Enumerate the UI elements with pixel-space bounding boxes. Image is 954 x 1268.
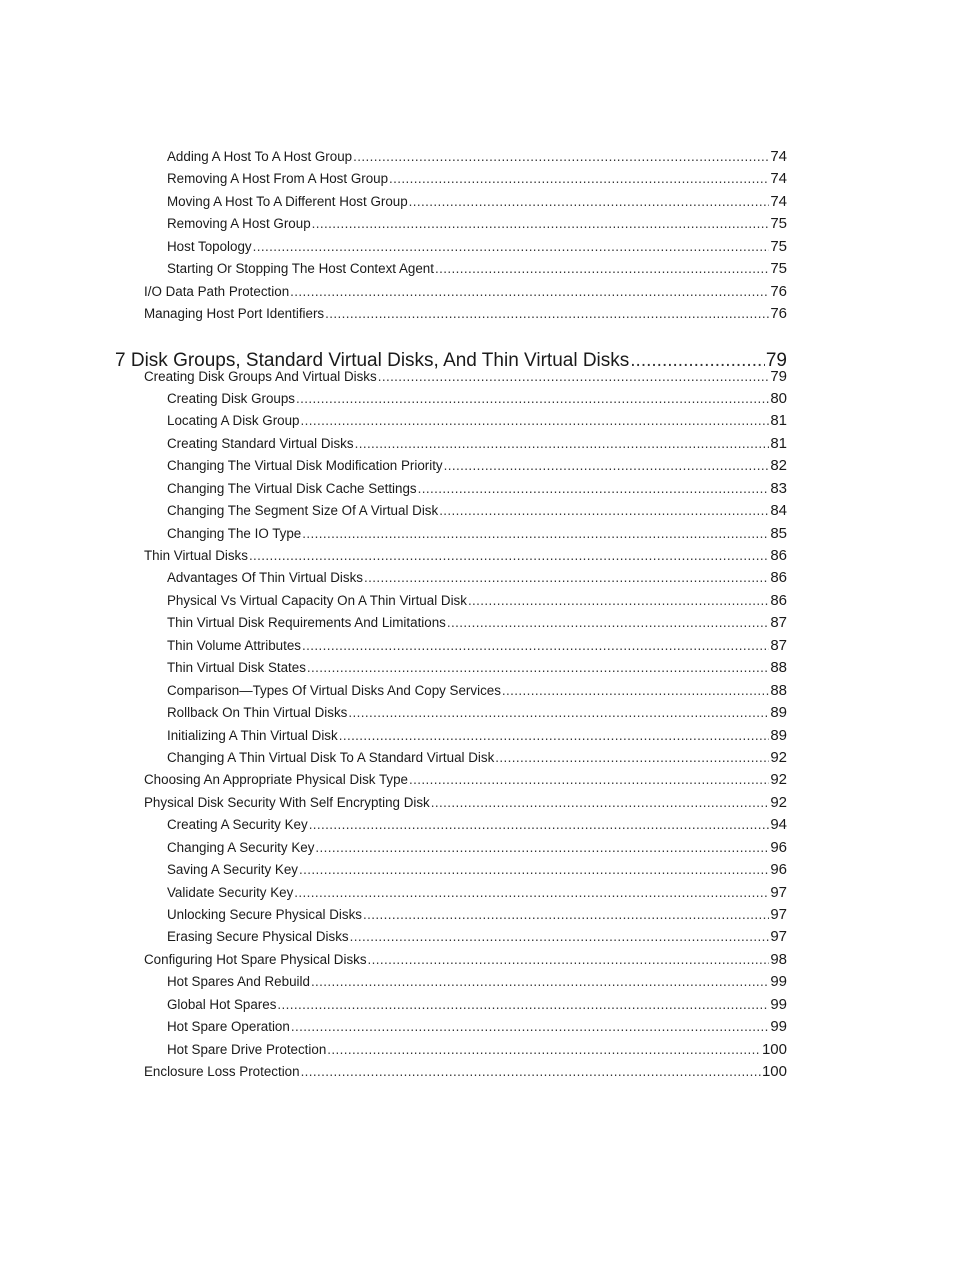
- toc-entry-page-number: 99: [770, 973, 787, 991]
- toc-entry-title: Moving A Host To A Different Host Group: [167, 193, 408, 209]
- dot-leader: [368, 952, 770, 967]
- toc-entry[interactable]: [167, 457, 787, 479]
- toc-entry-title: Enclosure Loss Protection: [144, 1064, 300, 1080]
- dot-leader: [296, 391, 769, 406]
- dot-leader: [355, 436, 770, 451]
- dot-leader: [435, 261, 769, 276]
- dot-leader: [495, 750, 769, 765]
- toc-entry[interactable]: [167, 816, 787, 838]
- toc-entry-title: Hot Spare Drive Protection: [167, 1041, 327, 1057]
- toc-entry-title: Physical Disk Security With Self Encrypting Disk: [144, 794, 430, 810]
- toc-entry-page-number: 88: [770, 681, 787, 699]
- toc-entry-title: Removing A Host Group: [167, 216, 311, 232]
- toc-entry-title: Creating Standard Virtual Disks: [167, 435, 354, 451]
- toc-entry-page-number: 92: [770, 793, 787, 811]
- dot-leader: [468, 593, 769, 608]
- toc-entry[interactable]: [167, 682, 787, 704]
- toc-entry-page-number: 79: [765, 349, 787, 371]
- toc-entry-title: Changing A Thin Virtual Disk To A Standard Virtual Disk: [167, 749, 495, 765]
- dot-leader: [315, 840, 769, 855]
- toc-entry-page-number: 89: [770, 726, 787, 744]
- dot-leader: [307, 660, 769, 675]
- toc-entry-title: Changing The Virtual Disk Modification Priority: [167, 458, 443, 474]
- toc-entry-title: Creating A Security Key: [167, 817, 308, 833]
- toc-entry[interactable]: [167, 238, 787, 260]
- toc-entry-title: Hot Spares And Rebuild: [167, 974, 310, 990]
- toc-entry-page-number: 94: [770, 816, 787, 834]
- toc-entry-page-number: 99: [770, 1018, 787, 1036]
- dot-leader: [311, 974, 769, 989]
- dot-leader: [312, 216, 770, 231]
- toc-entry-title: Thin Virtual Disk Requirements And Limitations: [167, 615, 446, 631]
- dot-leader: [353, 149, 769, 164]
- dot-leader: [350, 929, 770, 944]
- table-of-contents: [0, 148, 954, 1086]
- toc-entry-title: Thin Volume Attributes: [167, 637, 301, 653]
- toc-entry-title: 7 Disk Groups, Standard Virtual Disks, And Thin Virtual Disks: [115, 349, 630, 371]
- dot-leader: [249, 548, 769, 563]
- toc-entry[interactable]: [167, 193, 787, 215]
- toc-entry-title: Creating Disk Groups: [167, 390, 296, 406]
- toc-entry[interactable]: [144, 1063, 787, 1085]
- dot-leader: [389, 171, 769, 186]
- toc-entry-title: Changing A Security Key: [167, 839, 315, 855]
- toc-entry[interactable]: [167, 390, 787, 412]
- dot-leader: [325, 306, 769, 321]
- toc-entry[interactable]: [144, 547, 787, 569]
- toc-entry-page-number: 87: [770, 614, 787, 632]
- toc-entry-title: Unlocking Secure Physical Disks: [167, 907, 362, 922]
- dot-leader: [290, 284, 769, 299]
- toc-entry[interactable]: [167, 480, 787, 502]
- dot-leader: [409, 772, 769, 787]
- toc-entry-page-number: 84: [770, 502, 787, 520]
- toc-entry-title: Choosing An Appropriate Physical Disk Type: [144, 772, 408, 788]
- dot-leader: [431, 795, 770, 810]
- toc-entry[interactable]: [167, 906, 787, 928]
- toc-entry-title: Hot Spare Operation: [167, 1019, 290, 1035]
- dot-leader: [378, 369, 770, 384]
- toc-entry-page-number: 80: [770, 389, 787, 407]
- toc-entry-page-number: 99: [770, 995, 787, 1013]
- toc-entry[interactable]: [167, 1018, 787, 1040]
- dot-leader: [277, 997, 769, 1012]
- dot-leader: [364, 570, 769, 585]
- toc-entry[interactable]: [167, 861, 787, 883]
- toc-entry-page-number: 81: [770, 412, 787, 430]
- dot-leader: [502, 683, 769, 698]
- dot-leader: [294, 885, 769, 900]
- toc-entry[interactable]: [167, 704, 787, 726]
- dot-leader: [299, 862, 769, 877]
- toc-entry[interactable]: [167, 569, 787, 591]
- toc-entry-page-number: 75: [770, 237, 787, 255]
- toc-entry[interactable]: [167, 502, 787, 524]
- dot-leader: [301, 413, 770, 428]
- toc-entry[interactable]: [167, 996, 787, 1018]
- toc-entry-page-number: 92: [770, 771, 787, 789]
- toc-entry-page-number: 76: [770, 305, 787, 323]
- toc-entry-title: Adding A Host To A Host Group: [167, 149, 353, 164]
- toc-entry-page-number: 96: [770, 861, 787, 879]
- toc-entry-page-number: 86: [770, 569, 787, 587]
- toc-entry-page-number: 86: [770, 547, 787, 564]
- dot-leader: [418, 481, 770, 496]
- toc-entry[interactable]: [167, 749, 787, 771]
- toc-entry[interactable]: [167, 884, 787, 906]
- toc-entry-title: Changing The Virtual Disk Cache Settings: [167, 480, 417, 496]
- toc-entry-title: Locating A Disk Group: [167, 413, 300, 429]
- toc-entry[interactable]: [167, 525, 787, 547]
- toc-entry[interactable]: [167, 727, 787, 749]
- toc-entry[interactable]: [167, 928, 787, 950]
- toc-entry[interactable]: [167, 148, 787, 170]
- dot-leader: [363, 907, 769, 922]
- toc-entry-title: Saving A Security Key: [167, 862, 299, 878]
- toc-entry-title: I/O Data Path Protection: [144, 283, 290, 299]
- toc-entry[interactable]: [144, 283, 787, 305]
- toc-entry-page-number: 75: [770, 260, 787, 278]
- toc-entry-page-number: 88: [770, 659, 787, 677]
- dot-leader: [409, 194, 770, 209]
- toc-entry-page-number: 96: [770, 838, 787, 856]
- toc-entry[interactable]: [144, 794, 787, 816]
- toc-entry-title: Global Hot Spares: [167, 996, 277, 1012]
- toc-entry[interactable]: [167, 973, 787, 995]
- toc-entry-page-number: 75: [770, 215, 787, 233]
- dot-leader: [439, 503, 769, 518]
- toc-entry-title: Changing The Segment Size Of A Virtual Disk: [167, 503, 439, 519]
- toc-entry-title: Physical Vs Virtual Capacity On A Thin Virtual Disk: [167, 592, 467, 608]
- toc-entry-page-number: 97: [770, 906, 787, 923]
- toc-entry-page-number: 100: [761, 1040, 787, 1058]
- toc-entry-title: Validate Security Key: [167, 884, 294, 900]
- toc-entry-page-number: 82: [770, 457, 787, 475]
- toc-entry-page-number: 100: [761, 1063, 787, 1081]
- toc-entry-page-number: 97: [770, 883, 787, 901]
- toc-entry[interactable]: [167, 412, 787, 434]
- toc-entry[interactable]: [167, 637, 787, 659]
- dot-leader: [444, 458, 770, 473]
- toc-entry-title: Changing The IO Type: [167, 525, 302, 541]
- toc-entry[interactable]: [167, 614, 787, 636]
- toc-entry[interactable]: [167, 215, 787, 237]
- toc-entry[interactable]: [144, 951, 787, 973]
- toc-entry-page-number: 74: [770, 192, 787, 210]
- toc-entry-page-number: 97: [770, 928, 787, 946]
- toc-entry-title: Erasing Secure Physical Disks: [167, 929, 349, 945]
- toc-entry[interactable]: [167, 839, 787, 861]
- dot-leader: [302, 638, 769, 653]
- toc-entry-title: Host Topology: [167, 238, 252, 254]
- dot-leader: [302, 526, 769, 541]
- toc-entry[interactable]: [144, 305, 787, 327]
- toc-entry-title: Initializing A Thin Virtual Disk: [167, 727, 338, 743]
- dot-leader: [301, 1064, 761, 1079]
- toc-entry-page-number: 92: [770, 748, 787, 766]
- toc-entry-page-number: 79: [770, 367, 787, 385]
- dot-leader: [291, 1019, 769, 1034]
- toc-entry-title: Thin Virtual Disks: [144, 548, 248, 563]
- dot-leader: [309, 817, 770, 832]
- toc-entry[interactable]: [167, 659, 787, 681]
- toc-entry-page-number: 83: [770, 479, 787, 497]
- toc-entry-title: Managing Host Port Identifiers: [144, 306, 325, 322]
- toc-entry-title: Configuring Hot Spare Physical Disks: [144, 951, 367, 967]
- dot-leader: [253, 239, 770, 254]
- toc-entry[interactable]: [167, 592, 787, 614]
- toc-entry-title: Removing A Host From A Host Group: [167, 171, 389, 187]
- toc-entry-title: Thin Virtual Disk States: [167, 660, 306, 676]
- toc-entry-title: Creating Disk Groups And Virtual Disks: [144, 368, 377, 384]
- toc-entry[interactable]: [167, 260, 787, 282]
- dot-leader: [348, 705, 769, 720]
- toc-entry-page-number: 85: [770, 524, 787, 542]
- toc-entry[interactable]: [167, 435, 787, 457]
- toc-entry[interactable]: [167, 170, 787, 192]
- dot-leader: [339, 728, 770, 743]
- toc-entry-page-number: 98: [770, 950, 787, 968]
- toc-entry[interactable]: [144, 368, 787, 390]
- toc-entry-page-number: 74: [770, 148, 787, 165]
- toc-entry-title: Rollback On Thin Virtual Disks: [167, 705, 348, 721]
- dot-leader: [327, 1042, 761, 1057]
- toc-entry-title: Starting Or Stopping The Host Context Agent: [167, 261, 434, 277]
- toc-entry[interactable]: [144, 771, 787, 793]
- toc-entry-page-number: 86: [770, 591, 787, 609]
- dot-leader: [447, 615, 769, 630]
- toc-entry-page-number: 89: [770, 704, 787, 722]
- toc-entry-page-number: 74: [770, 170, 787, 188]
- toc-entry-title: Advantages Of Thin Virtual Disks: [167, 570, 363, 586]
- toc-entry-title: Comparison—Types Of Virtual Disks And Copy Services: [167, 682, 501, 698]
- toc-entry-page-number: 87: [770, 636, 787, 654]
- toc-entry[interactable]: [167, 1041, 787, 1063]
- toc-entry-page-number: 76: [770, 282, 787, 300]
- toc-entry-page-number: 81: [770, 434, 787, 452]
